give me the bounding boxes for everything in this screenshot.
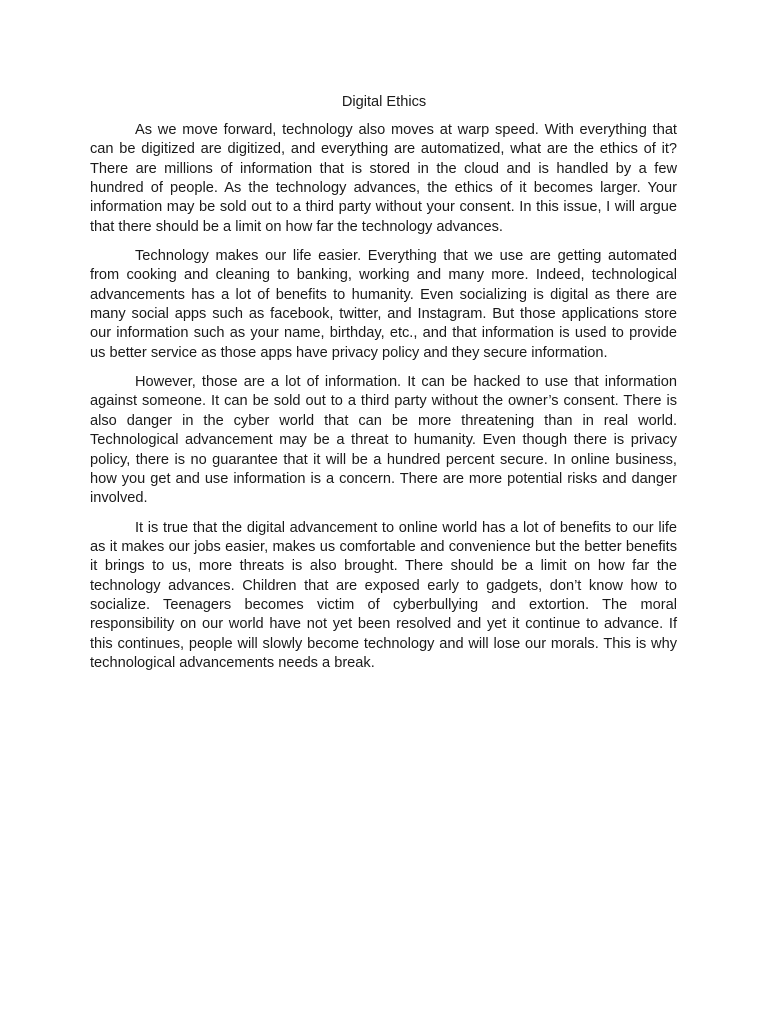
- paragraph-3: However, those are a lot of information. It can be hacked to use that information against someone. It can be sold out to a third party without the owner’s consent. There is also danger in the cyber world that can be more threatening than in real world. Technological advancement may be a threat to humanity. Even though there is privacy policy, there is no guarantee that it will be a hundred percent secure. In online business, how you get and use information is a concern. There are more potential risks and danger involved.: [90, 374, 677, 507]
- paragraph-2: Technology makes our life easier. Everything that we use are getting automated from cooking and cleaning to banking, working and many more. Indeed, technological advancements has a lot of benefits to humanity. Even socializing is digital as there are many social apps such as facebook, twitter, and Instagram. But those applications store our information such as your name, birthday, etc., and that information is used to provide us better service as those apps have privacy policy and they secure information.: [90, 248, 677, 361]
- paragraph-1: As we move forward, technology also moves at warp speed. With everything that can be digitized are digitized, and everything are automatized, what are the ethics of it? There are millions of information that is stored in the cloud and is handled by a few hundred of people. As the technology advances, the ethics of it becomes larger. Your information may be sold out to a third party without your consent. In this issue, I will argue that there should be a limit on how far the technology advances.: [90, 122, 677, 235]
- document-title: Digital Ethics: [341, 94, 427, 110]
- document-body: [90, 121, 677, 683]
- paragraph-4: It is true that the digital advancement to online world has a lot of benefits to our life as it makes our jobs easier, makes us comfortable and convenience but the better benefits it brings to us, more threats is also brought. There should be a limit on how far the technology advances. Children that are exposed early to gadgets, don’t know how to socialize. Teenagers becomes victim of cyberbullying and extortion. The moral responsibility on our world have not yet been resolved and yet it continue to advance. If this continues, people will slowly become technology and will lose our morals. This is why technological advancements needs a break.: [90, 519, 677, 671]
